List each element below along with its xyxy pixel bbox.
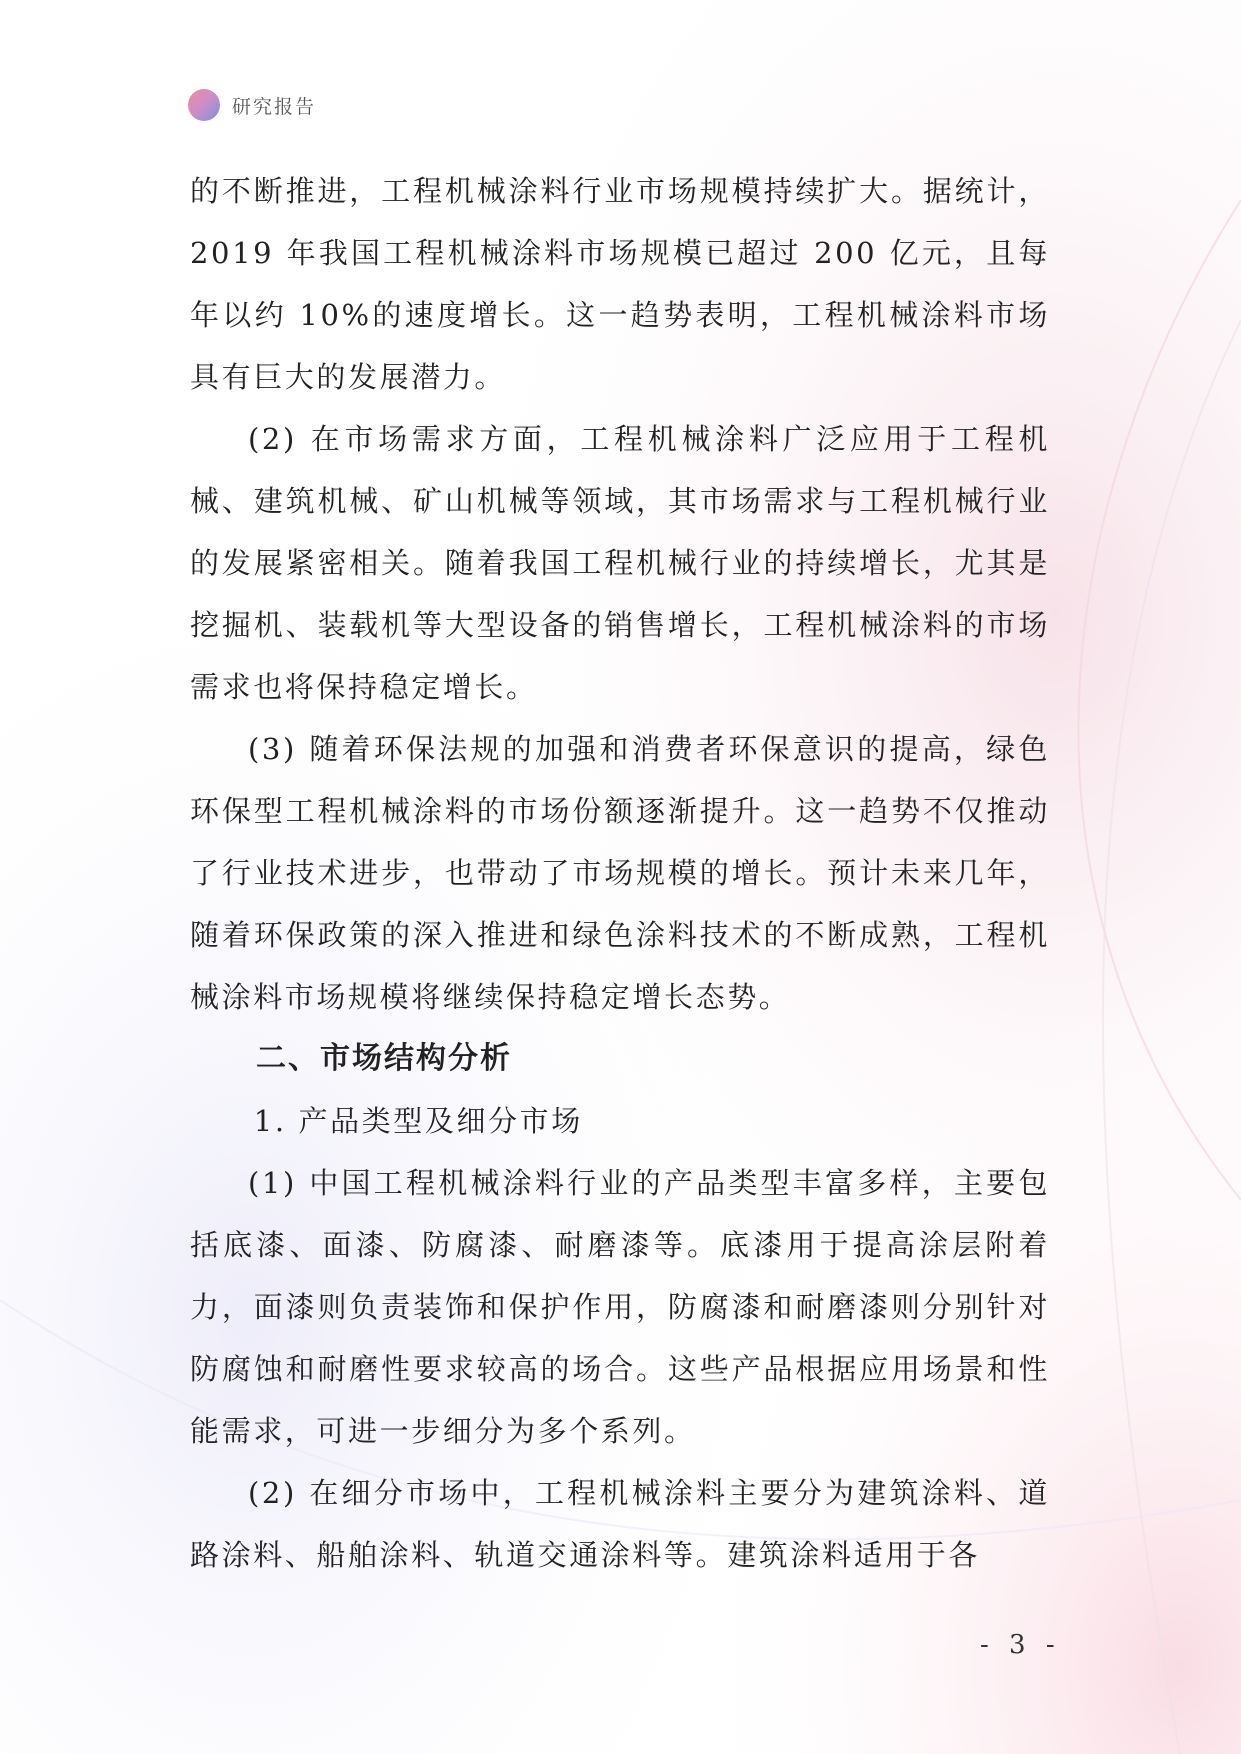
- header: [188, 89, 316, 121]
- paragraph: (2) 在市场需求方面，工程机械涂料广泛应用于工程机械、建筑机械、矿山机械等领域，其市场需求与工程机械行业的发展紧密相关。随着我国工程机械行业的持续增长，尤其是挖掘机、装载机等大型设备的销售增长，工程机械涂料的市场需求也将保持稳定增长。: [190, 422, 1050, 704]
- paragraph: (3) 随着环保法规的加强和消费者环保意识的提高，绿色环保型工程机械涂料的市场份额逐渐提升。这一趋势不仅推动了行业技术进步，也带动了市场规模的增长。预计未来几年，随着环保政策的深入推进和绿色涂料技术的不断成熟，工程机械涂料市场规模将继续保持稳定增长态势。: [190, 732, 1050, 1014]
- header-title: 研究报告: [232, 95, 317, 118]
- body-text: [190, 160, 1050, 1586]
- subsection-heading: 1. 产品类型及细分市场: [253, 1104, 583, 1138]
- paragraph: (1) 中国工程机械涂料行业的产品类型丰富多样，主要包括底漆、面漆、防腐漆、耐磨漆等。底漆用于提高涂层附着力，面漆则负责装饰和保护作用，防腐漆和耐磨漆则分别针对防腐蚀和耐磨性要求较高的场合。这些产品根据应用场景和性能需求，可进一步细分为多个系列。: [190, 1166, 1050, 1448]
- page-number: - 3 -: [980, 1630, 1061, 1660]
- report-logo-icon: [188, 89, 220, 121]
- paragraph: 的不断推进，工程机械涂料行业市场规模持续扩大。据统计，2019 年我国工程机械涂料市场规模已超过 200 亿元，且每年以约 10%的速度增长。这一趋势表明，工程机械涂料市场具有巨大的发展潜力。: [190, 174, 1050, 394]
- paragraph: (2) 在细分市场中，工程机械涂料主要分为建筑涂料、道路涂料、船舶涂料、轨道交通涂料等。建筑涂料适用于各: [190, 1476, 1050, 1572]
- section-heading: 二、市场结构分析: [256, 1041, 512, 1076]
